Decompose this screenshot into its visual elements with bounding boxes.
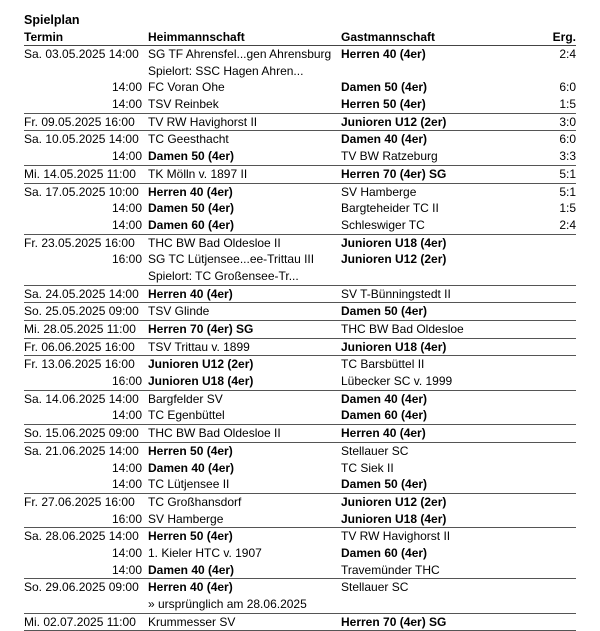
- match-date: 16:00: [111, 252, 142, 267]
- guest-team: Damen 60 (4er): [341, 408, 428, 423]
- guest-team: Damen 40 (4er): [341, 391, 428, 406]
- guest-team: Junioren U18 (4er): [341, 339, 447, 354]
- home-team: TV RW Havighorst II: [148, 114, 258, 129]
- home-team: TSV Trittau v. 1899: [148, 339, 250, 354]
- match-date: 16:00: [111, 511, 142, 526]
- guest-team: SV T-Bünningstedt II: [341, 286, 451, 301]
- home-team: THC BW Bad Oldesloe II: [148, 235, 281, 250]
- match-result: [519, 268, 576, 285]
- match-date: Sa. 17.05.2025 10:00: [24, 184, 139, 199]
- guest-team: SV Hamberge: [341, 184, 417, 199]
- match-day-group: [24, 184, 576, 235]
- match-result: 2:4: [559, 217, 576, 232]
- home-team: SG TF Ahrensfel...gen Ahrensburg: [148, 47, 332, 61]
- match-date: Sa. 28.06.2025 14:00: [24, 529, 139, 544]
- match-date: 16:00: [111, 374, 142, 389]
- match-date: 14:00: [111, 545, 142, 560]
- table-row: [24, 373, 576, 390]
- guest-team: TC Siek II: [341, 460, 394, 475]
- header-home: Heimmannschaft: [148, 30, 245, 44]
- home-team: » ursprünglich am 28.06.2025: [148, 597, 307, 611]
- home-team: Herren 40 (4er): [148, 184, 233, 199]
- guest-team: Junioren U18 (4er): [341, 511, 447, 526]
- match-result: [519, 443, 576, 460]
- match-date: Sa. 21.06.2025 14:00: [24, 443, 139, 458]
- match-day-group: [24, 614, 576, 631]
- guest-team: Junioren U12 (2er): [341, 494, 447, 509]
- match-result: [519, 303, 576, 320]
- guest-team: Damen 60 (4er): [341, 545, 428, 560]
- match-result: [519, 545, 576, 562]
- table-row: [24, 614, 576, 631]
- match-day-group: [24, 114, 576, 132]
- table-row: [24, 63, 576, 80]
- guest-team: Junioren U12 (2er): [341, 252, 447, 267]
- table-row: [24, 166, 576, 183]
- match-day-group: [24, 579, 576, 613]
- guest-team: THC BW Bad Oldesloe: [341, 322, 464, 336]
- guest-team: Travemünder THC: [341, 562, 440, 577]
- guest-team: Damen 50 (4er): [341, 477, 428, 492]
- guest-team: Schleswiger TC: [341, 217, 425, 232]
- match-date: 14:00: [111, 477, 142, 492]
- match-date: Fr. 06.06.2025 16:00: [24, 339, 135, 354]
- guest-team: [341, 596, 519, 613]
- guest-team: Lübecker SC v. 1999: [341, 374, 453, 389]
- guest-team: Junioren U12 (2er): [341, 114, 447, 129]
- header-guest: Gastmannschaft: [341, 30, 436, 44]
- match-result: 1:5: [559, 201, 576, 216]
- home-team: TC Egenbüttel: [148, 408, 225, 423]
- match-result: [519, 63, 576, 80]
- home-team: Krummesser SV: [148, 614, 236, 629]
- match-result: 5:1: [559, 166, 576, 181]
- match-result: [519, 494, 576, 511]
- table-row: [24, 545, 576, 562]
- table-row: [24, 460, 576, 477]
- match-result: [519, 596, 576, 613]
- home-team: 1. Kieler HTC v. 1907: [148, 545, 262, 560]
- table-row: [24, 391, 576, 408]
- table-row: [24, 494, 576, 511]
- home-team: Damen 50 (4er): [148, 149, 235, 164]
- match-date: 14:00: [111, 201, 142, 216]
- guest-team: Herren 40 (4er): [341, 47, 426, 61]
- table-row: [24, 217, 576, 234]
- guest-team: [341, 63, 519, 80]
- guest-team: Herren 70 (4er) SG: [341, 614, 447, 629]
- home-team: Junioren U12 (2er): [148, 357, 254, 372]
- table-row: [24, 96, 576, 113]
- match-result: 3:0: [559, 114, 576, 129]
- home-team: TC Geesthacht: [148, 132, 229, 147]
- home-team: Damen 40 (4er): [148, 562, 235, 577]
- match-date: 14:00: [111, 408, 142, 423]
- table-row: [24, 114, 576, 131]
- match-date: Fr. 13.06.2025 16:00: [24, 357, 135, 372]
- schedule-title: Spielplan: [24, 13, 80, 27]
- match-date: 14:00: [111, 80, 142, 95]
- match-date: Sa. 24.05.2025 14:00: [24, 286, 139, 301]
- match-date: So. 29.06.2025 09:00: [24, 580, 139, 595]
- match-day-group: [24, 356, 576, 390]
- table-row: [24, 511, 576, 528]
- match-day-group: [24, 321, 576, 339]
- table-row: [24, 268, 576, 285]
- match-day-group: [24, 46, 576, 114]
- match-result: [519, 614, 576, 631]
- guest-team: Damen 50 (4er): [341, 304, 428, 319]
- table-row: [24, 579, 576, 596]
- match-result: [519, 407, 576, 424]
- guest-team: Damen 40 (4er): [341, 132, 428, 147]
- table-row: [24, 528, 576, 545]
- match-date: 14:00: [111, 217, 142, 232]
- table-row: [24, 148, 576, 165]
- match-result: 3:3: [559, 149, 576, 164]
- guest-team: Stellauer SC: [341, 443, 409, 458]
- guest-team: Herren 50 (4er): [341, 97, 426, 112]
- table-row: [24, 596, 576, 613]
- home-team: Herren 40 (4er): [148, 580, 233, 595]
- match-date: Sa. 14.06.2025 14:00: [24, 391, 139, 406]
- home-team: TK Mölln v. 1897 II: [148, 166, 248, 181]
- match-date: Mi. 14.05.2025 11:00: [24, 166, 136, 181]
- match-result: [519, 425, 576, 442]
- guest-team: Junioren U18 (4er): [341, 235, 447, 250]
- match-day-group: [24, 131, 576, 165]
- guest-team: [341, 268, 519, 285]
- guest-team: Bargteheider TC II: [341, 201, 439, 216]
- match-result: [519, 286, 576, 303]
- match-result: [519, 321, 576, 338]
- guest-team: TV BW Ratzeburg: [341, 149, 438, 164]
- table-row: [24, 339, 576, 356]
- match-result: [519, 339, 576, 356]
- guest-team: TC Barsbüttel II: [341, 357, 425, 372]
- home-team: Spielort: SSC Hagen Ahren...: [148, 63, 304, 78]
- match-result: 6:0: [559, 80, 576, 95]
- match-date: [24, 63, 148, 80]
- guest-team: TV RW Havighorst II: [341, 529, 451, 544]
- guest-team: Stellauer SC: [341, 580, 409, 595]
- match-result: [519, 476, 576, 493]
- match-date: Mi. 02.07.2025 11:00: [24, 614, 136, 629]
- home-team: Herren 50 (4er): [148, 529, 233, 544]
- match-date: 14:00: [111, 562, 142, 577]
- table-header: [24, 29, 576, 46]
- home-team: Damen 50 (4er): [148, 201, 235, 216]
- home-team: THC BW Bad Oldesloe II: [148, 426, 281, 441]
- table-row: [24, 184, 576, 201]
- match-day-group: [24, 303, 576, 321]
- match-result: [519, 579, 576, 596]
- home-team: Bargfelder SV: [148, 391, 223, 406]
- match-date: Sa. 03.05.2025 14:00: [24, 47, 139, 61]
- match-result: 6:0: [559, 132, 576, 147]
- match-result: [519, 460, 576, 477]
- table-row: [24, 303, 576, 320]
- match-result: [519, 235, 576, 252]
- match-date: 14:00: [111, 149, 142, 164]
- table-row: [24, 407, 576, 424]
- home-team: TSV Reinbek: [148, 97, 219, 112]
- table-row: [24, 286, 576, 303]
- match-date: Sa. 10.05.2025 14:00: [24, 132, 139, 147]
- match-day-group: [24, 286, 576, 304]
- match-date: 14:00: [111, 97, 142, 112]
- table-row: [24, 251, 576, 268]
- match-result: [519, 391, 576, 408]
- table-row: [24, 425, 576, 442]
- home-team: FC Voran Ohe: [148, 80, 225, 95]
- match-day-group: [24, 443, 576, 494]
- match-date: Fr. 23.05.2025 16:00: [24, 235, 135, 250]
- match-day-group: [24, 339, 576, 357]
- match-date: [24, 596, 148, 613]
- guest-team: Herren 70 (4er) SG: [341, 166, 447, 181]
- home-team: SV Hamberge: [148, 511, 224, 526]
- match-day-group: [24, 528, 576, 579]
- match-date: 14:00: [111, 460, 142, 475]
- table-row: [24, 476, 576, 493]
- home-team: Damen 60 (4er): [148, 217, 235, 232]
- match-result: [519, 251, 576, 268]
- table-row: [24, 79, 576, 96]
- match-result: [519, 528, 576, 545]
- match-result: [519, 562, 576, 579]
- home-team: Herren 50 (4er): [148, 443, 233, 458]
- match-date: Fr. 27.06.2025 16:00: [24, 494, 135, 509]
- home-team: TC Großhansdorf: [148, 494, 242, 509]
- table-row: [24, 131, 576, 148]
- table-row: [24, 200, 576, 217]
- match-day-group: [24, 425, 576, 443]
- match-day-group: [24, 166, 576, 184]
- home-team: Spielort: TC Großensee-Tr...: [148, 268, 299, 283]
- home-team: SG TC Lütjensee...ee-Trittau III: [148, 252, 315, 267]
- table-row: [24, 46, 576, 63]
- table-row: [24, 562, 576, 579]
- match-day-group: [24, 235, 576, 286]
- match-date: Mi. 28.05.2025 11:00: [24, 322, 136, 336]
- header-result: Erg.: [552, 30, 576, 44]
- match-date: Fr. 09.05.2025 16:00: [24, 114, 135, 129]
- home-team: TC Lütjensee II: [148, 477, 230, 492]
- match-result: [519, 511, 576, 528]
- guest-team: Herren 40 (4er): [341, 426, 426, 441]
- match-result: 5:1: [559, 184, 576, 199]
- table-row: [24, 443, 576, 460]
- match-date: [24, 268, 148, 285]
- match-result: [519, 356, 576, 373]
- match-day-group: [24, 494, 576, 528]
- guest-team: Damen 50 (4er): [341, 80, 428, 95]
- home-team: TSV Glinde: [148, 304, 210, 319]
- home-team: Herren 40 (4er): [148, 286, 233, 301]
- table-row: [24, 235, 576, 252]
- home-team: Damen 40 (4er): [148, 460, 235, 475]
- table-body: [24, 46, 576, 631]
- match-result: 2:4: [559, 47, 576, 61]
- match-result: 1:5: [559, 97, 576, 112]
- match-day-group: [24, 391, 576, 425]
- match-result: [519, 373, 576, 390]
- home-team: Junioren U18 (4er): [148, 374, 254, 389]
- table-row: [24, 321, 576, 338]
- table-row: [24, 356, 576, 373]
- header-date: Termin: [24, 30, 64, 44]
- match-date: So. 25.05.2025 09:00: [24, 304, 139, 319]
- home-team: Herren 70 (4er) SG: [148, 322, 254, 336]
- match-date: So. 15.06.2025 09:00: [24, 426, 139, 441]
